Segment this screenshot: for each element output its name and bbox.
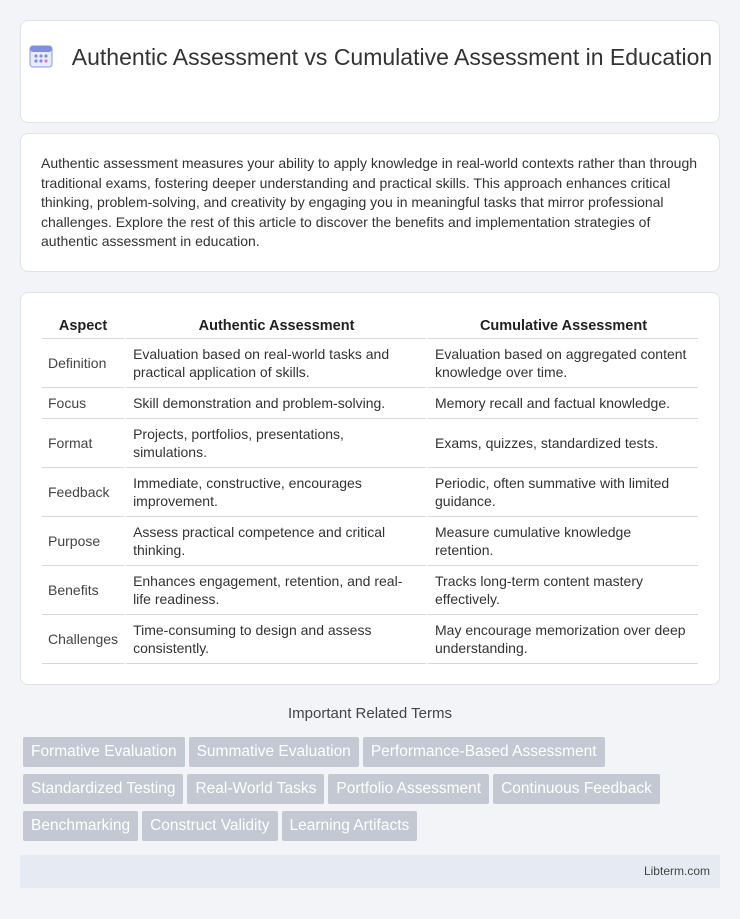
- table-header-row: [42, 313, 698, 339]
- tag-benchmarking[interactable]: Benchmarking: [23, 811, 138, 841]
- table-row: [42, 566, 698, 615]
- tag-standardized-testing[interactable]: Standardized Testing: [23, 774, 183, 804]
- aspect-cell: Feedback: [42, 468, 124, 517]
- cumulative-cell: Periodic, often summative with limited guidance.: [426, 468, 698, 517]
- tag-summative-evaluation[interactable]: Summative Evaluation: [189, 737, 359, 767]
- authentic-cell: Immediate, constructive, encourages improvement.: [124, 468, 426, 517]
- cumulative-cell: May encourage memorization over deep understanding.: [426, 615, 698, 664]
- calendar-grid-icon: [28, 43, 54, 69]
- header-card: [20, 20, 720, 123]
- header-authentic: Authentic Assessment: [124, 313, 426, 339]
- related-terms-heading: Important Related Terms: [288, 705, 452, 722]
- cumulative-cell: Exams, quizzes, standardized tests.: [426, 419, 698, 468]
- cumulative-cell: Evaluation based on aggregated content knowledge over time.: [426, 339, 698, 388]
- authentic-cell: Enhances engagement, retention, and real-life readiness.: [124, 566, 426, 615]
- table-row: [42, 339, 698, 388]
- footer-bar: [20, 855, 720, 888]
- footer-site-link[interactable]: Libterm.com: [643, 864, 710, 878]
- aspect-cell: Definition: [42, 339, 124, 388]
- intro-card: [20, 133, 720, 272]
- header-cumulative: Cumulative Assessment: [426, 313, 698, 339]
- tag-construct-validity[interactable]: Construct Validity: [142, 811, 277, 841]
- tag-formative-evaluation[interactable]: Formative Evaluation: [23, 737, 185, 767]
- cumulative-cell: Tracks long-term content mastery effectively.: [426, 566, 698, 615]
- aspect-cell: Focus: [42, 388, 124, 419]
- aspect-cell: Benefits: [42, 566, 124, 615]
- aspect-cell: Format: [42, 419, 124, 468]
- tag-portfolio-assessment[interactable]: Portfolio Assessment: [328, 774, 489, 804]
- page-title: Authentic Assessment vs Cumulative Assessment in Education: [71, 44, 713, 70]
- tag-continuous-feedback[interactable]: Continuous Feedback: [493, 774, 660, 804]
- tag-learning-artifacts[interactable]: Learning Artifacts: [282, 811, 418, 841]
- authentic-cell: Projects, portfolios, presentations, simulations.: [124, 419, 426, 468]
- comparison-table: [42, 313, 698, 664]
- tag-row: [23, 774, 703, 811]
- aspect-cell: Purpose: [42, 517, 124, 566]
- table-row: [42, 517, 698, 566]
- authentic-cell: Evaluation based on real-world tasks and practical application of skills.: [124, 339, 426, 388]
- table-row: [42, 419, 698, 468]
- tag-row: [23, 737, 703, 774]
- tag-real-world-tasks[interactable]: Real-World Tasks: [187, 774, 324, 804]
- table-row: [42, 468, 698, 517]
- comparison-table-card: [20, 292, 720, 685]
- tag-performance-based-assessment[interactable]: Performance-Based Assessment: [363, 737, 605, 767]
- table-row: [42, 388, 698, 419]
- aspect-cell: Challenges: [42, 615, 124, 664]
- cumulative-cell: Memory recall and factual knowledge.: [426, 388, 698, 419]
- header-aspect: Aspect: [42, 313, 124, 339]
- table-row: [42, 615, 698, 664]
- authentic-cell: Time-consuming to design and assess consistently.: [124, 615, 426, 664]
- authentic-cell: Assess practical competence and critical thinking.: [124, 517, 426, 566]
- intro-paragraph: Authentic assessment measures your ability to apply knowledge in real-world contexts rather than through traditional exams, fostering deeper understanding and practical skills. This approach enhances critical thinking, problem-solving, and creativity by engaging you in meaningful tasks that mirror professional challenges. Explore the rest of this article to discover the benefits and implementation strategies of authentic assessment in education.: [41, 155, 698, 250]
- related-terms-list: [23, 737, 703, 848]
- cumulative-cell: Measure cumulative knowledge retention.: [426, 517, 698, 566]
- tag-row: [23, 811, 703, 848]
- authentic-cell: Skill demonstration and problem-solving.: [124, 388, 426, 419]
- page-title-wrap: [21, 43, 719, 72]
